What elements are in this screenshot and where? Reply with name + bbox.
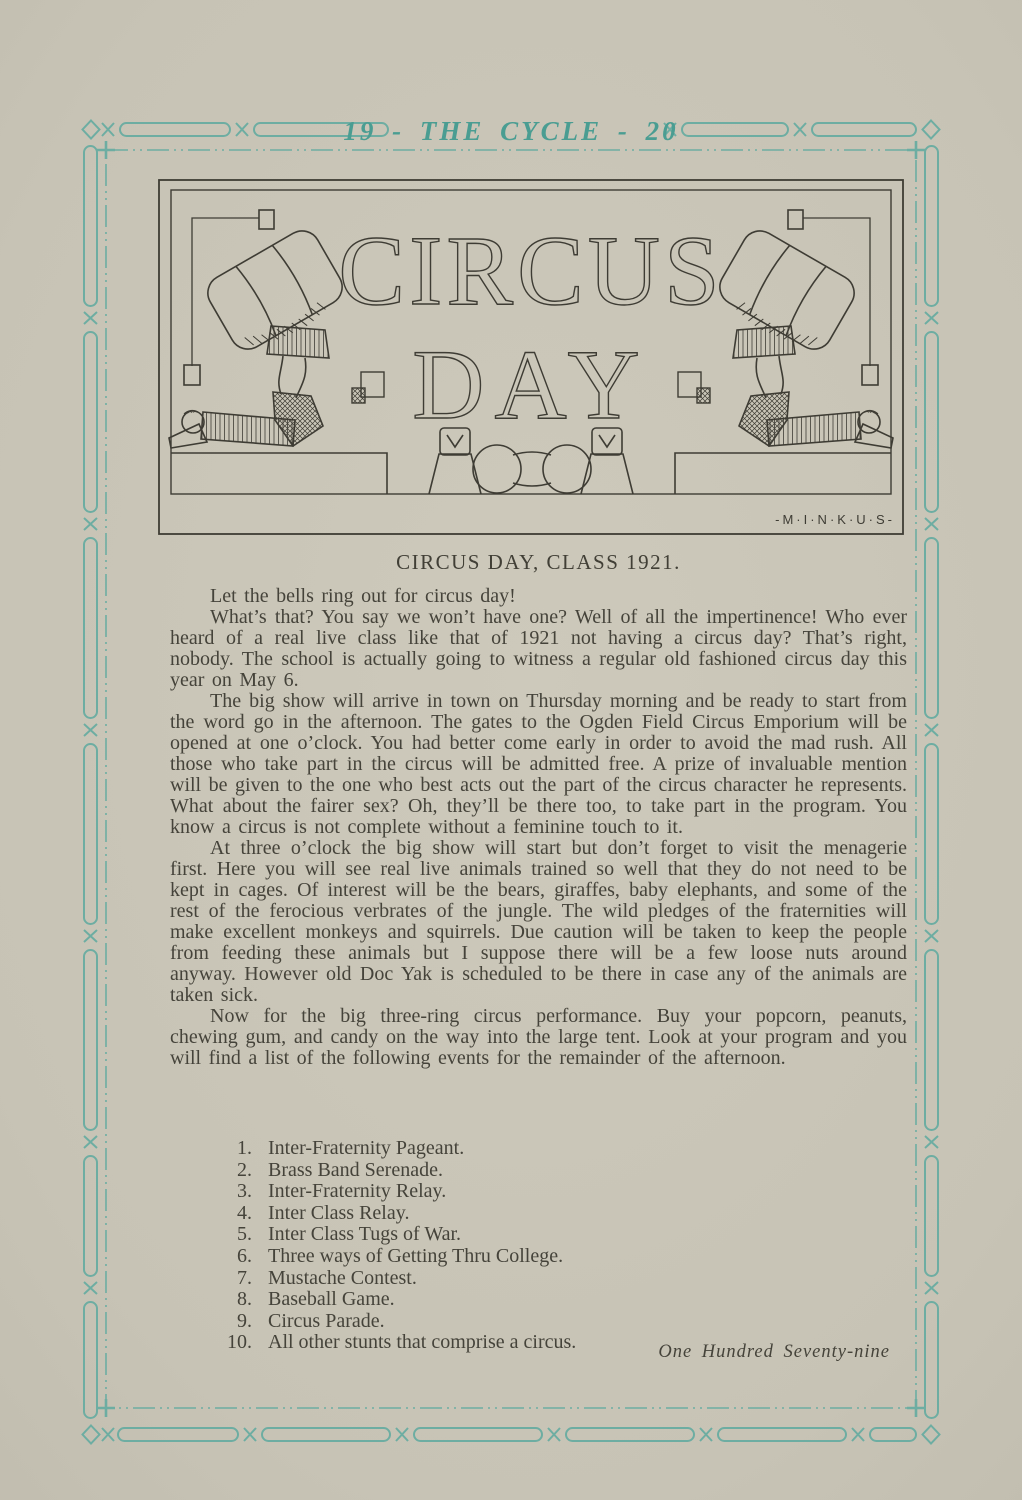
item-number: 7.	[237, 1266, 252, 1289]
item-number: 6.	[237, 1244, 252, 1267]
program-list	[218, 1138, 858, 1354]
item-text: Brass Band Serenade.	[268, 1158, 443, 1181]
article	[170, 552, 907, 1069]
circus-day-plate	[155, 176, 907, 538]
item-text: Inter Class Relay.	[268, 1201, 410, 1224]
item-text: All other stunts that comprise a circus.	[268, 1331, 577, 1354]
item-text: Inter Class Tugs of War.	[268, 1223, 462, 1246]
program-item	[218, 1160, 858, 1182]
item-number: 4.	[237, 1201, 252, 1224]
program-item	[218, 1203, 858, 1225]
item-number: 1.	[237, 1137, 252, 1159]
plate-word-day: DAY	[412, 329, 650, 440]
artist-signature: -M·I·N·K·U·S-	[775, 512, 895, 527]
paragraph: Let the bells ring out for circus day!	[210, 585, 516, 607]
plate-word-circus: CIRCUS	[338, 215, 724, 326]
item-text: Circus Parade.	[268, 1309, 385, 1332]
item-text: Inter-Fraternity Relay.	[268, 1180, 447, 1203]
program-item	[218, 1138, 858, 1160]
item-number: 8.	[237, 1288, 252, 1311]
dumbbell-icon	[473, 445, 591, 493]
paragraph: Now for the big three-ring circus performance. Buy your popcorn, peanuts, chewing gum, and candy on the way into the large tent. Look at your program and you will find a list of the following events for the remainder of the afternoon.	[170, 1005, 907, 1069]
item-text: Baseball Game.	[268, 1288, 395, 1311]
item-number: 10.	[227, 1331, 252, 1354]
page-header-title: 19 - THE CYCLE - 20	[343, 116, 679, 146]
page-folio: One Hundred Seventy-nine	[658, 1342, 890, 1362]
item-number: 9.	[237, 1309, 252, 1332]
item-number: 2.	[237, 1158, 252, 1181]
item-text: Three ways of Getting Thru College.	[268, 1244, 564, 1267]
item-text: Mustache Contest.	[268, 1266, 417, 1289]
paragraph: At three o’clock the big show will start but don’t forget to visit the menagerie first. Here you will see real live animals trained so well that they do not need to be kept in cages. Of interest will be the bears, giraffes, baby elephants, and some of the rest of the ferocious verbrates of the jungle. The wild pledges of the fraternities will make excellent monkeys and squirrels. Due caution will be taken to keep the people from feeding these animals but I suppose there will be a few loose nuts around anyway. However old Doc Yak is scheduled to be there in case any of the animals are taken sick.	[170, 837, 907, 1006]
program-item	[218, 1289, 858, 1311]
item-text: Inter-Fraternity Pageant.	[268, 1137, 465, 1159]
program-item	[218, 1268, 858, 1290]
program-item	[218, 1224, 858, 1246]
item-number: 3.	[237, 1180, 252, 1203]
paragraph: What’s that? You say we won’t have one? Well of all the impertinence! Who ever heard of a real live class like that of 1921 not having a circus day? That’s right, nobody. The school is actually going to witness a regular old fashioned circus day this year on May 6.	[170, 606, 907, 691]
item-number: 5.	[237, 1223, 252, 1246]
program-item	[218, 1311, 858, 1333]
article-title: CIRCUS DAY, CLASS 1921.	[396, 550, 681, 574]
paragraph: The big show will arrive in town on Thursday morning and be ready to start from the word go in the afternoon. The gates to the Ogden Field Circus Emporium will be opened at one o’clock. You had better come early in order to avoid the mad rush. All those who take part in the circus will be admitted free. A prize of invaluable mention will be given to the one who best acts out the part of the circus character he represents. What about the fairer sex? Oh, they’ll be there too, to take part in the program. You know a circus is not complete without a feminine touch to it.	[170, 690, 907, 838]
program-item	[218, 1246, 858, 1268]
program-item	[218, 1181, 858, 1203]
